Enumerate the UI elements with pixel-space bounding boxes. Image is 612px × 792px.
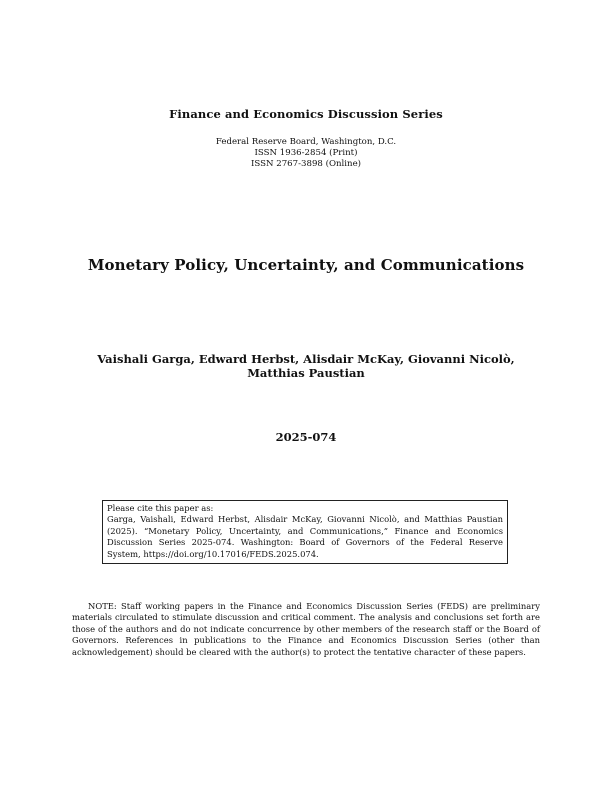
citation-box xyxy=(102,500,508,564)
author-list: Vaishali Garga, Edward Herbst, Alisdair McKay, Giovanni Nicolò, Matthias Paustian xyxy=(97,352,515,380)
publisher-line: Federal Reserve Board, Washington, D.C. xyxy=(215,137,397,147)
paper-title: Monetary Policy, Uncertainty, and Communications xyxy=(87,256,525,274)
paper-number: 2025-074 xyxy=(275,430,337,444)
series-title: Finance and Economics Discussion Series xyxy=(169,107,443,121)
issn-online: ISSN 2767-3898 (Online) xyxy=(250,159,362,170)
issn-print: ISSN 1936-2854 (Print) xyxy=(254,148,358,159)
publisher-block xyxy=(0,137,612,171)
citation-text: Garga, Vaishali, Edward Herbst, Alisdair McKay, Giovanni Nicolò, and Matthias Paustian (2025). “Monetary Policy, Uncertainty, and Communications,” Finance and Economics Discussion Series 2025-074. Washington: Board of Governors of the Federal Reserve System, https://doi.org/10.17016/FEDS.2025.074. xyxy=(107,514,503,559)
citation-label: Please cite this paper as: xyxy=(107,503,214,513)
disclaimer-note: NOTE: Staff working papers in the Finance and Economics Discussion Series (FEDS) are preliminary materials circulated to stimulate discussion and critical comment. The analysis and conclusions set forth are those of the authors and do not indicate concurrence by other members of the research staff or the Board of Governors. References in publications to the Finance and Economics Discussion Series (other than acknowledgement) should be cleared with the author(s) to protect the tentative character of these papers. xyxy=(72,601,540,657)
